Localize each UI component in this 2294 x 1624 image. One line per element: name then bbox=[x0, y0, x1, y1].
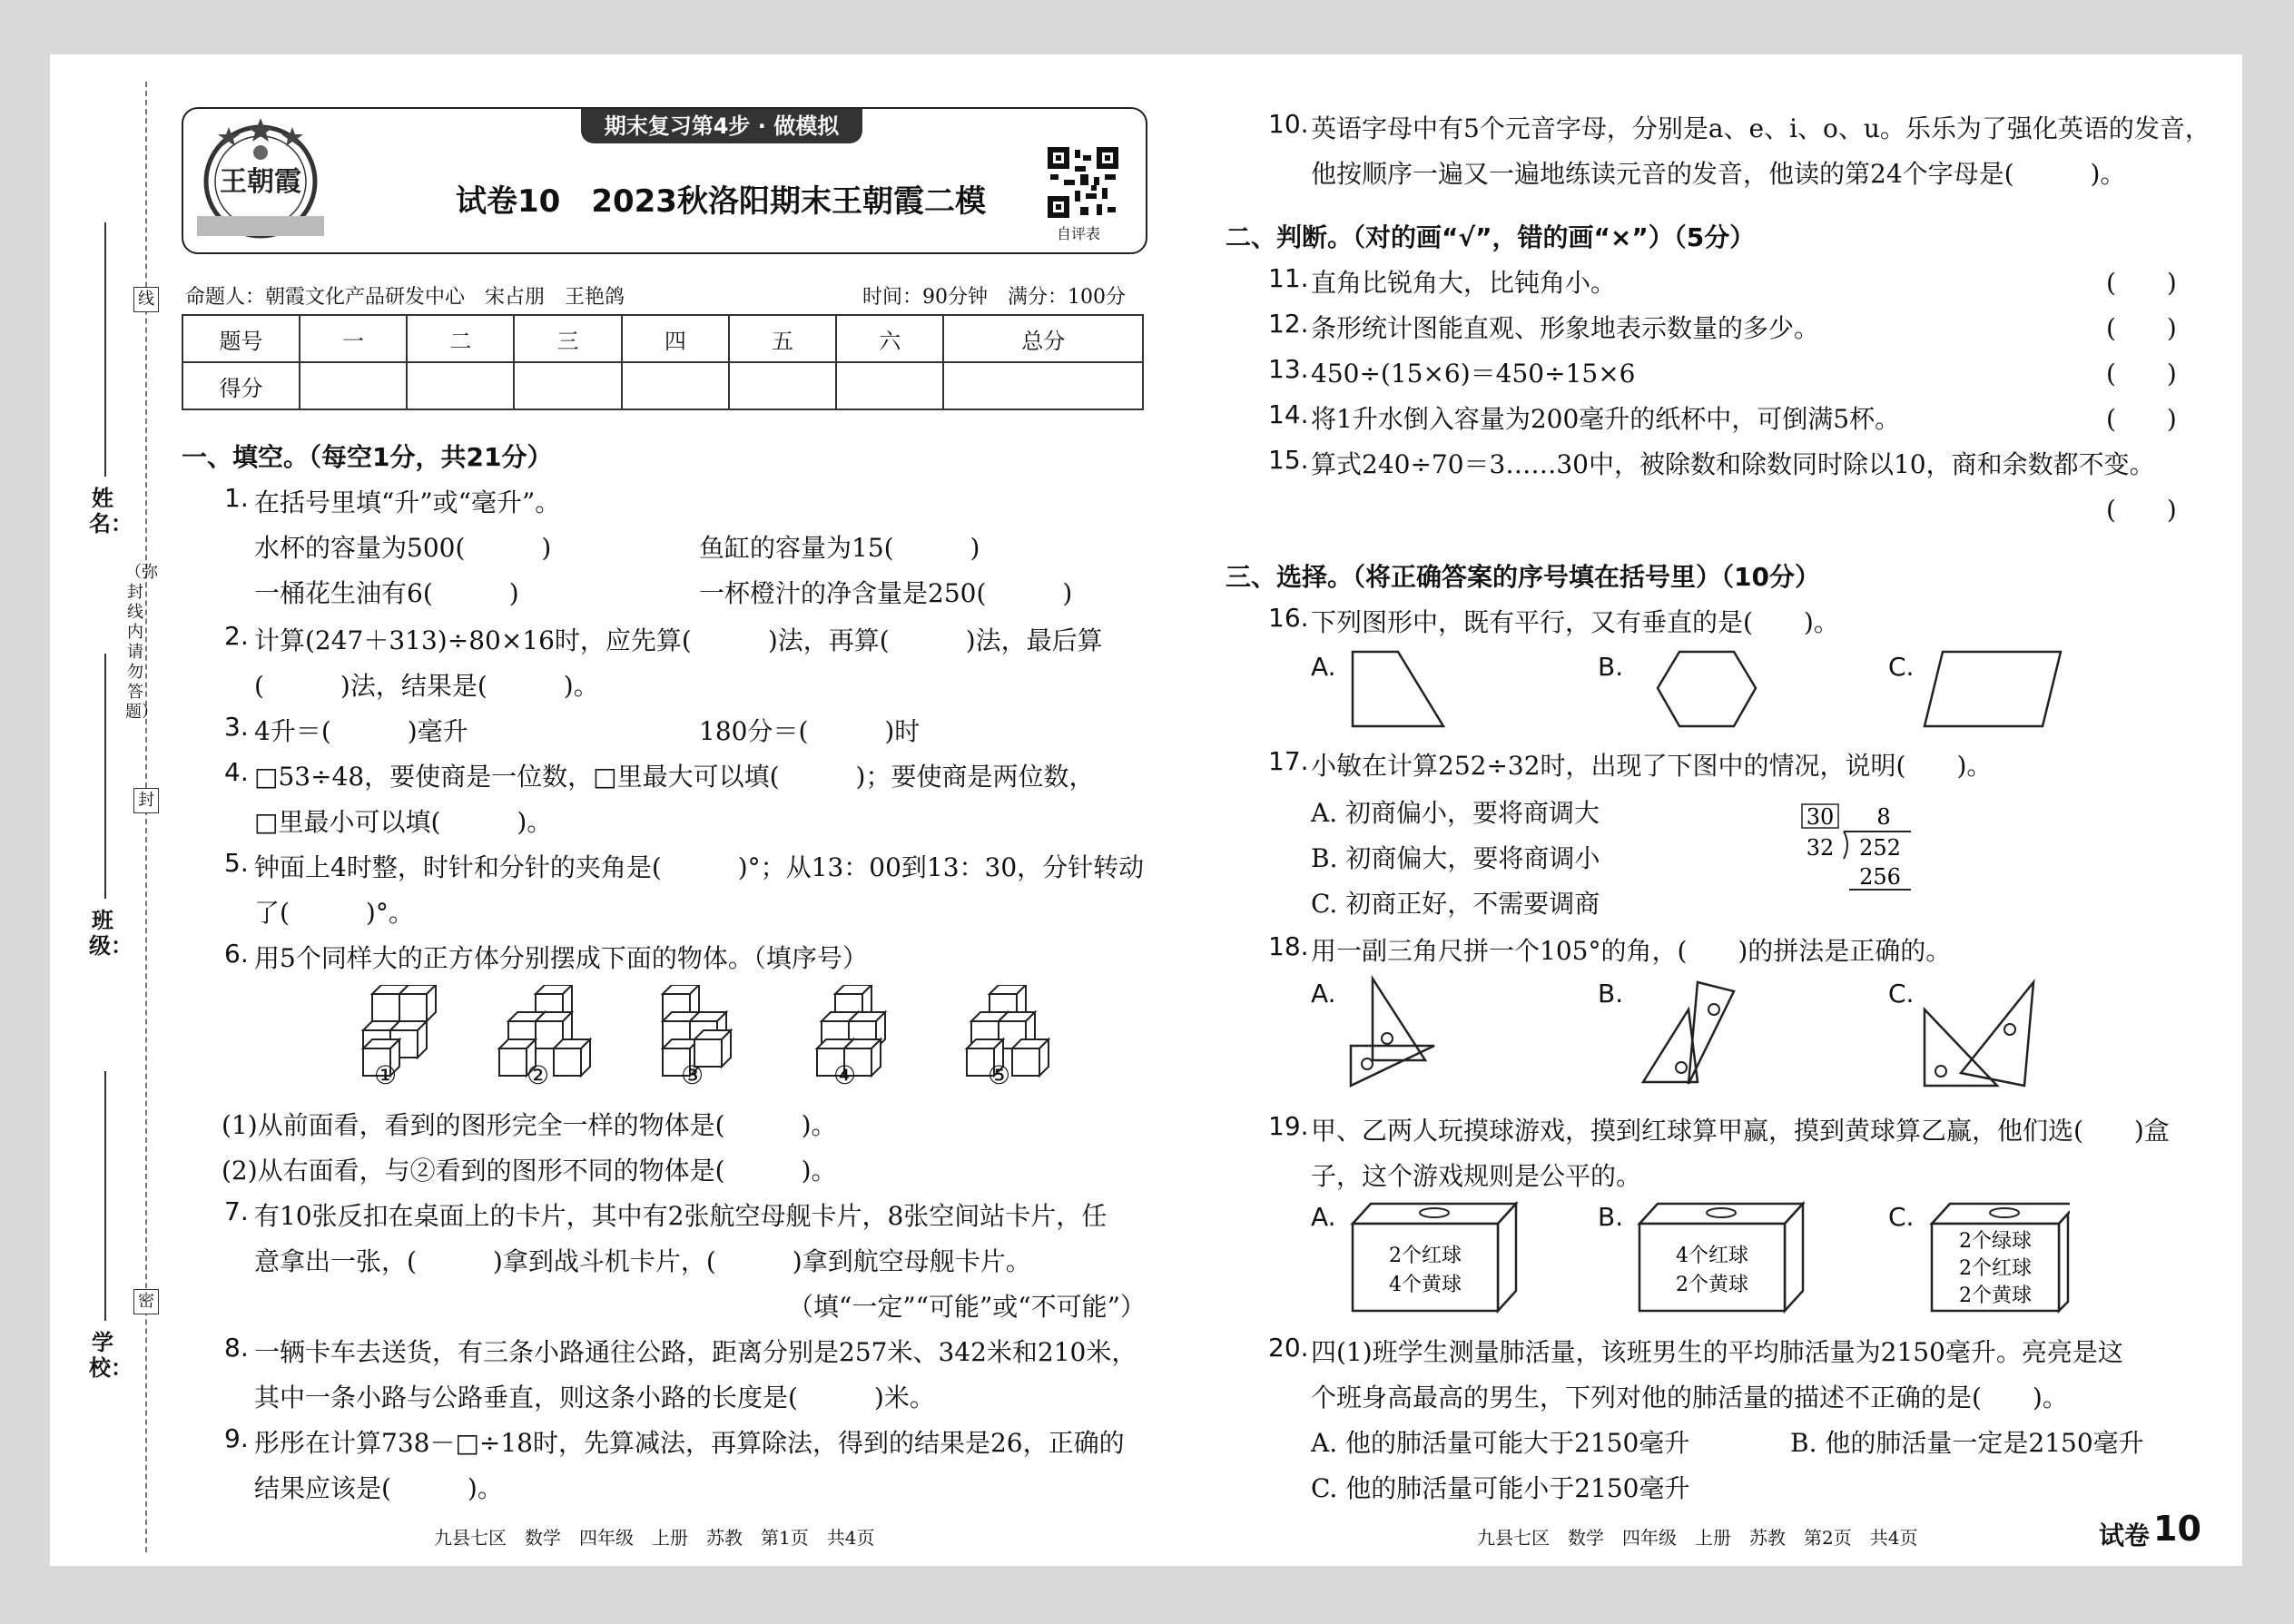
q20-line2: 个班身高最高的男生，下列对他的肺活量的描述不正确的是( )。 bbox=[1311, 1383, 2068, 1412]
q17-text: 小敏在计算252÷32时，出现了下图中的情况，说明( )。 bbox=[1311, 751, 1993, 781]
q18-option-c[interactable]: C. bbox=[1888, 979, 1915, 1009]
authors: 命题人：朝霞文化产品研发中心 宋占朋 王艳鸽 bbox=[185, 286, 625, 309]
qr-caption: 自评表 bbox=[1057, 225, 1101, 242]
q19-option-a[interactable]: A. bbox=[1311, 1202, 1336, 1232]
q18-option-b[interactable]: B. bbox=[1598, 979, 1624, 1009]
score-cell[interactable] bbox=[943, 362, 1143, 409]
footer-left: 九县七区 数学 四年级 上册 苏教 第1页 共4页 bbox=[434, 1527, 875, 1549]
section2-title: 二、判断。（对的画“√”，错的画“×”）（5分） bbox=[1226, 222, 1756, 252]
q8-number: 8. bbox=[224, 1333, 249, 1363]
q6-sub1: (1)从前面看，看到的图形完全一样的物体是( )。 bbox=[222, 1110, 837, 1140]
class-label: 班级： bbox=[89, 908, 133, 959]
q18-number: 18. bbox=[1268, 931, 1309, 961]
q16-option-b[interactable]: B. bbox=[1598, 652, 1624, 682]
q10-line2: 他按顺序一遍又一遍地练读元音的发音，他读的第24个字母是( )。 bbox=[1311, 159, 2126, 189]
seal-mark-1: 线 bbox=[133, 287, 159, 312]
q15-number: 15. bbox=[1268, 445, 1309, 475]
trapezoid-shape bbox=[1353, 652, 1443, 726]
q13-text: 450÷(15×6)＝450÷15×6 bbox=[1311, 359, 1636, 389]
ball-box-b bbox=[1639, 1204, 1803, 1311]
q8-line2: 其中一条小路与公路垂直，则这条小路的长度是( )米。 bbox=[254, 1383, 935, 1412]
seal-mark-2: 封 bbox=[133, 788, 159, 813]
hexagon-shape bbox=[1658, 652, 1756, 726]
school-field[interactable] bbox=[104, 1071, 106, 1321]
ball-box-c bbox=[1932, 1204, 2070, 1311]
score-cell[interactable] bbox=[836, 362, 943, 409]
q7-number: 7. bbox=[224, 1196, 249, 1226]
q20-option-b[interactable]: B. 他的肺活量一定是2150毫升 bbox=[1790, 1428, 2144, 1458]
q7-line2: 意拿出一张，( )拿到战斗机卡片，( )拿到航空母舰卡片。 bbox=[254, 1246, 1031, 1276]
section3-title: 三、选择。（将正确答案的序号填在括号里）（10分） bbox=[1226, 562, 1820, 592]
q14-answer[interactable]: ( ) bbox=[2106, 404, 2177, 434]
q16-shapes bbox=[1344, 646, 2070, 733]
score-head-cell: 总分 bbox=[943, 315, 1143, 362]
seal-mark-3: 密 bbox=[133, 1289, 159, 1314]
q4-line2: □里最小可以填( )。 bbox=[254, 807, 553, 837]
q3-b: 180分＝( )时 bbox=[699, 716, 921, 746]
q19-line2: 子，这个游戏规则是公平的。 bbox=[1311, 1161, 1642, 1191]
q4-number: 4. bbox=[224, 757, 249, 787]
q7-hint: （填“一定”“可能”或“不可能”） bbox=[788, 1292, 1146, 1322]
box-a-line1: 2个红球 bbox=[1389, 1245, 1462, 1267]
header-tab: 期末复习第4步 · 做模拟 bbox=[581, 109, 862, 143]
cube-label-5: ⑤ bbox=[988, 1060, 1011, 1090]
score-head-cell: 二 bbox=[407, 315, 514, 362]
q6-text: 用5个同样大的正方体分别摆成下面的物体。（填序号） bbox=[254, 943, 868, 973]
q6-cube-figures bbox=[345, 985, 1089, 1085]
cube-label-1: ① bbox=[374, 1060, 398, 1090]
q5-number: 5. bbox=[224, 848, 249, 878]
q2-line1: 计算(247＋313)÷80×16时，应先算( )法，再算( )法，最后算 bbox=[254, 625, 1103, 655]
q20-option-a[interactable]: A. 他的肺活量可能大于2150毫升 bbox=[1311, 1428, 1690, 1458]
q17-long-division bbox=[1793, 797, 1920, 899]
q3-number: 3. bbox=[224, 712, 249, 742]
q6-number: 6. bbox=[224, 939, 249, 969]
q3-a: 4升＝( )毫升 bbox=[254, 716, 468, 746]
score-table-header bbox=[182, 315, 1143, 362]
q16-number: 16. bbox=[1268, 603, 1309, 633]
q5-line2: 了( )°。 bbox=[254, 898, 414, 928]
time-score: 时间：90分钟 满分：100分 bbox=[862, 286, 1126, 309]
cube-label-2: ② bbox=[527, 1060, 550, 1090]
score-table-row bbox=[182, 362, 1143, 409]
box-c-line1: 2个绿球 bbox=[1959, 1230, 2032, 1253]
ruler-arrangement-a bbox=[1351, 979, 1434, 1086]
score-cell[interactable] bbox=[407, 362, 514, 409]
q9-line2: 结果应该是( )。 bbox=[254, 1473, 503, 1503]
q12-answer[interactable]: ( ) bbox=[2106, 313, 2177, 343]
ruler-arrangement-c bbox=[1925, 982, 2033, 1086]
score-head-cell: 一 bbox=[300, 315, 407, 362]
q6-sub2: (2)从右面看，与②看到的图形不同的物体是( )。 bbox=[222, 1156, 837, 1186]
q7-line1: 有10张反扣在桌面上的卡片，其中有2张航空母舰卡片，8张空间站卡片，任 bbox=[254, 1201, 1108, 1231]
logo-text: 王朝霞 bbox=[220, 166, 301, 198]
box-c-line3: 2个黄球 bbox=[1959, 1284, 2032, 1307]
q16-text: 下列图形中，既有平行，又有垂直的是( )。 bbox=[1311, 607, 1839, 637]
q19-option-c[interactable]: C. bbox=[1888, 1202, 1915, 1232]
score-head-cell: 五 bbox=[729, 315, 836, 362]
q17-number: 17. bbox=[1268, 746, 1309, 776]
q1-text: 在括号里填“升”或“毫升”。 bbox=[254, 487, 561, 517]
score-cell[interactable] bbox=[300, 362, 407, 409]
seal-notice: （弥封线内请勿答题） bbox=[125, 563, 158, 722]
box-b-line1: 4个红球 bbox=[1676, 1245, 1748, 1267]
q1-number: 1. bbox=[224, 483, 249, 513]
q16-option-c[interactable]: C. bbox=[1888, 652, 1915, 682]
q17-option-c[interactable]: C. 初商正好，不需要调商 bbox=[1311, 889, 1600, 919]
score-cell[interactable] bbox=[622, 362, 729, 409]
q19-option-b[interactable]: B. bbox=[1598, 1202, 1624, 1232]
ball-box-a bbox=[1353, 1204, 1516, 1311]
q11-answer[interactable]: ( ) bbox=[2106, 268, 2177, 298]
name-field[interactable] bbox=[104, 222, 106, 477]
ruler-arrangement-b bbox=[1643, 982, 1734, 1084]
name-label: 姓名： bbox=[89, 486, 133, 536]
q14-number: 14. bbox=[1268, 399, 1309, 429]
divisor: 32 bbox=[1806, 835, 1835, 861]
q8-line1: 一辆卡车去送货，有三条小路通往公路，距离分别是257米、342米和210米， bbox=[254, 1337, 1137, 1367]
q17-option-a[interactable]: A. 初商偏小，要将商调大 bbox=[1311, 798, 1600, 828]
q20-option-c[interactable]: C. 他的肺活量可能小于2150毫升 bbox=[1311, 1473, 1690, 1503]
q9-line1: 彤彤在计算738－□÷18时，先算减法，再算除法，得到的结果是26，正确的 bbox=[254, 1428, 1125, 1458]
box-a-line2: 4个黄球 bbox=[1389, 1274, 1462, 1296]
q12-number: 12. bbox=[1268, 309, 1309, 339]
score-head-cell: 六 bbox=[836, 315, 943, 362]
score-head-cell: 三 bbox=[514, 315, 621, 362]
q15-answer[interactable]: ( ) bbox=[2106, 495, 2177, 525]
school-label: 学校： bbox=[89, 1330, 133, 1381]
q2-line2: ( )法，结果是( )。 bbox=[254, 671, 599, 701]
score-cell[interactable] bbox=[514, 362, 621, 409]
cube-label-3: ③ bbox=[681, 1060, 704, 1090]
q9-number: 9. bbox=[224, 1423, 249, 1453]
logo bbox=[192, 116, 329, 243]
q1-d: 一杯橙汁的净含量是250( ) bbox=[699, 578, 1073, 608]
paper-header bbox=[182, 107, 1147, 254]
q18-triangle-rulers bbox=[1344, 973, 2061, 1091]
q18-option-a[interactable]: A. bbox=[1311, 979, 1336, 1009]
q18-text: 用一副三角尺拼一个105°的角，( )的拼法是正确的。 bbox=[1311, 936, 1952, 966]
q13-number: 13. bbox=[1268, 354, 1309, 384]
q11-text: 直角比锐角大，比钝角小。 bbox=[1311, 268, 1617, 298]
q17-option-b[interactable]: B. 初商偏大，要将商调小 bbox=[1311, 843, 1600, 873]
q11-number: 11. bbox=[1268, 263, 1309, 293]
q13-answer[interactable]: ( ) bbox=[2106, 359, 2177, 389]
q19-line1: 甲、乙两人玩摸球游戏，摸到红球算甲赢，摸到黄球算乙赢，他们选( )盒 bbox=[1311, 1116, 2170, 1146]
q1-c: 一桶花生油有6( ) bbox=[254, 578, 519, 608]
q10-number: 10. bbox=[1268, 109, 1309, 139]
score-head-cell: 四 bbox=[622, 315, 729, 362]
section1-title: 一、填空。（每空1分，共21分） bbox=[182, 442, 553, 472]
q10-line1: 英语字母中有5个元音字母，分别是a、e、i、o、u。乐乐为了强化英语的发音， bbox=[1311, 113, 2210, 143]
score-row-label: 得分 bbox=[182, 362, 300, 409]
qr-code-icon[interactable] bbox=[1048, 147, 1118, 218]
q1-b: 鱼缸的容量为15( ) bbox=[699, 533, 980, 563]
q4-line1: □53÷48，要使商是一位数，□里最大可以填( )；要使商是两位数， bbox=[254, 762, 1095, 792]
dividend: 252 bbox=[1859, 835, 1901, 861]
score-cell[interactable] bbox=[729, 362, 836, 409]
q20-number: 20. bbox=[1268, 1333, 1309, 1363]
q12-text: 条形统计图能直观、形象地表示数量的多少。 bbox=[1311, 313, 1820, 343]
paper-badge-number: 10 bbox=[2153, 1509, 2201, 1549]
paper-badge-label: 试卷 bbox=[2099, 1521, 2151, 1550]
q2-number: 2. bbox=[224, 621, 249, 651]
cube-label-4: ④ bbox=[833, 1060, 857, 1090]
q19-number: 19. bbox=[1268, 1111, 1309, 1141]
box-b-line2: 2个黄球 bbox=[1676, 1274, 1748, 1296]
product: 256 bbox=[1859, 864, 1901, 890]
q14-text: 将1升水倒入容量为200毫升的纸杯中，可倒满5杯。 bbox=[1311, 404, 1901, 434]
trial-quotient: 30 bbox=[1806, 804, 1835, 830]
q20-line1: 四(1)班学生测量肺活量，该班男生的平均肺活量为2150毫升。亮亮是这 bbox=[1311, 1337, 2123, 1367]
score-table bbox=[182, 314, 1144, 410]
q19-ball-boxes bbox=[1344, 1196, 2070, 1314]
footer-right: 九县七区 数学 四年级 上册 苏教 第2页 共4页 bbox=[1477, 1527, 1918, 1549]
quotient: 8 bbox=[1876, 804, 1891, 830]
page-title: 试卷10 2023秋洛阳期末王朝霞二模 bbox=[456, 183, 986, 220]
parallelogram-shape bbox=[1925, 652, 2061, 726]
score-head-cell: 题号 bbox=[182, 315, 300, 362]
q15-text: 算式240÷70＝3……30中，被除数和除数同时除以10，商和余数都不变。 bbox=[1311, 449, 2155, 479]
q16-option-a[interactable]: A. bbox=[1311, 652, 1336, 682]
box-c-line2: 2个红球 bbox=[1959, 1257, 2032, 1280]
q1-a: 水杯的容量为500( ) bbox=[254, 533, 552, 563]
q5-line1: 钟面上4时整，时针和分针的夹角是( )°；从13：00到13：30，分针转动 bbox=[254, 852, 1145, 882]
class-field[interactable] bbox=[104, 654, 106, 899]
